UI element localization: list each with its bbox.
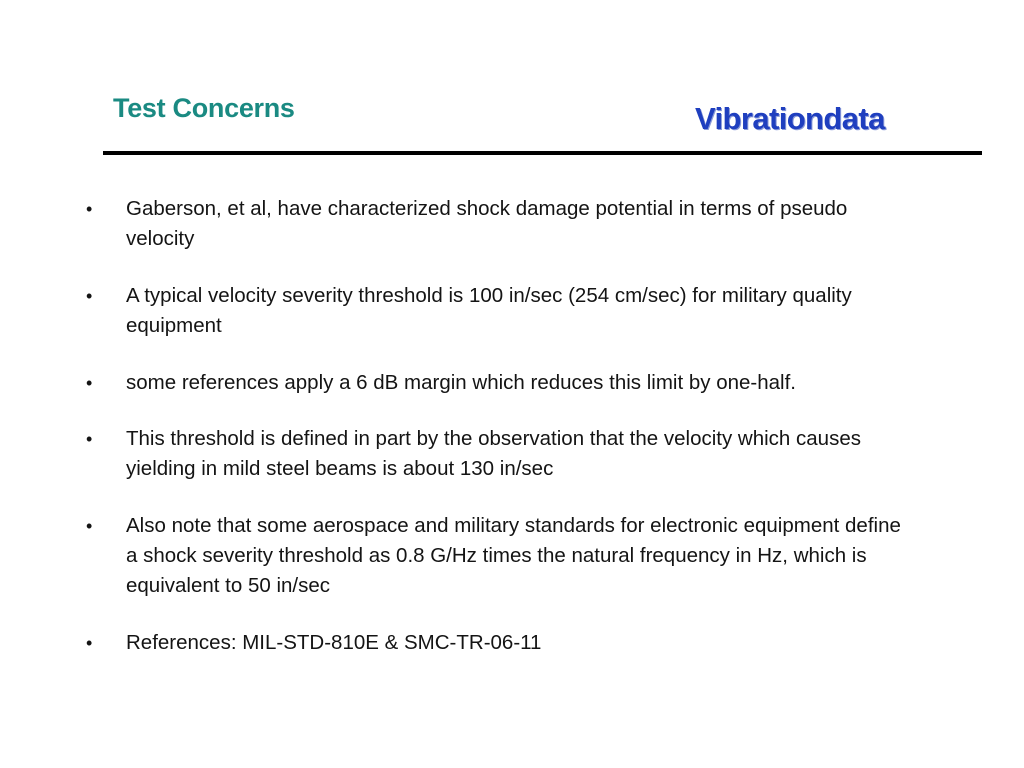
brand-logo-text: Vibrationdata <box>695 101 885 136</box>
bullet-text: This threshold is defined in part by the observation that the velocity which causes yielding in mild steel beams is about 130 in/sec <box>126 427 861 480</box>
bullet-text: References: MIL-STD-810E & SMC-TR-06-11 <box>126 631 542 654</box>
bullet-item <box>86 281 906 341</box>
bullet-item <box>86 424 906 484</box>
bullet-item <box>86 368 906 398</box>
bullet-text: Also note that some aerospace and military standards for electronic equipment define a shock severity threshold as 0.8 G/Hz times the natural frequency in Hz, which is equivalent to 50 in/sec <box>126 514 901 597</box>
bullet-dot-icon: • <box>86 199 93 219</box>
slide-title: Test Concerns <box>113 93 295 123</box>
bullet-text: Gaberson, et al, have characterized shock damage potential in terms of pseudo velocity <box>126 197 848 250</box>
bullet-item <box>86 628 906 658</box>
bullet-dot-icon: • <box>86 429 93 449</box>
bullet-text: A typical velocity severity threshold is 100 in/sec (254 cm/sec) for military quality equipment <box>126 284 852 337</box>
bullet-dot-icon: • <box>86 633 93 653</box>
bullet-item <box>86 511 906 601</box>
bullet-dot-icon: • <box>86 286 93 306</box>
bullet-dot-icon: • <box>86 373 93 393</box>
bullet-dot-icon: • <box>86 516 93 536</box>
bullet-text: some references apply a 6 dB margin which reduces this limit by one-half. <box>126 371 796 394</box>
bullet-item <box>86 194 906 254</box>
